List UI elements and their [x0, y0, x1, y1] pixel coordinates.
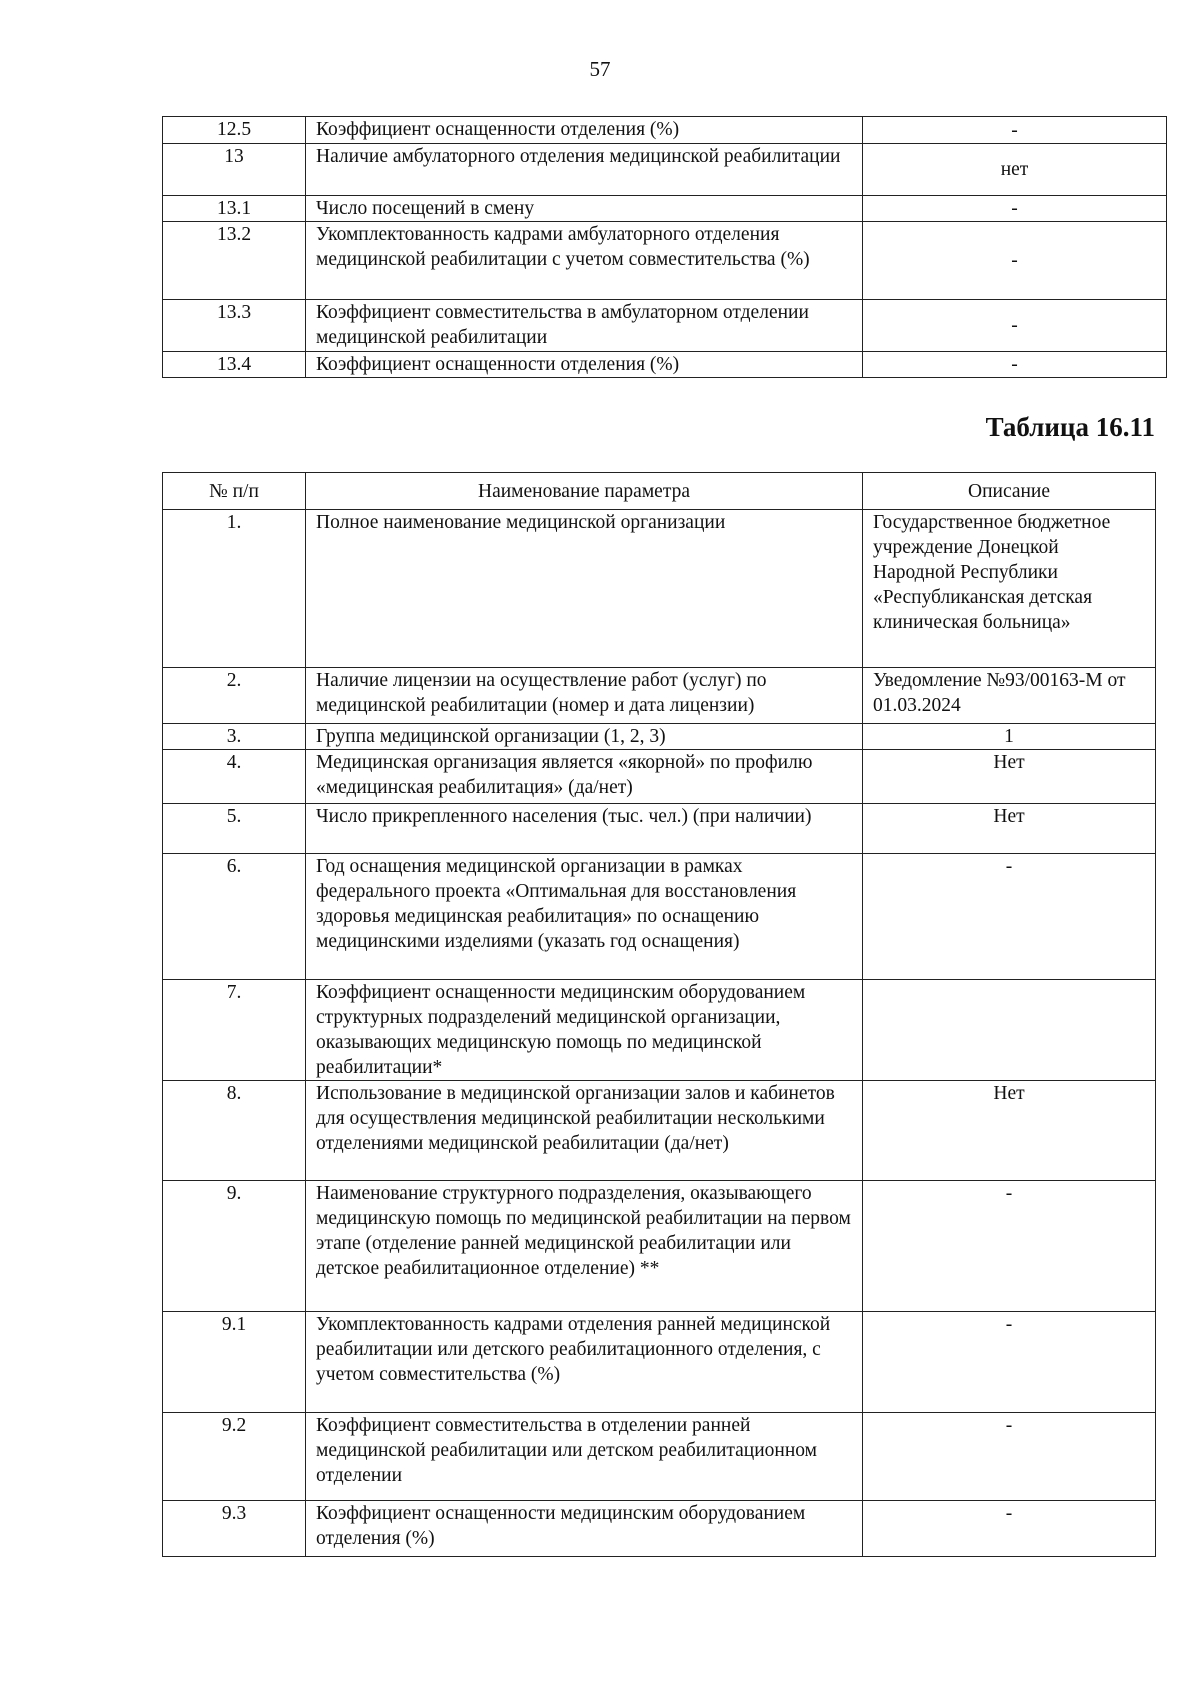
- table-row: [163, 1501, 1156, 1557]
- parameter-value: -: [863, 352, 1167, 378]
- table-row: [163, 750, 1156, 804]
- parameter-value: -: [863, 300, 1167, 352]
- parameter-value: -: [863, 222, 1167, 300]
- row-number: 13: [163, 144, 306, 196]
- table-caption: Таблица 16.11: [985, 412, 1155, 442]
- table-row: [163, 1312, 1156, 1413]
- row-number: 13.2: [163, 222, 306, 300]
- table-header-row: [163, 473, 1156, 510]
- row-number: 4.: [163, 750, 306, 804]
- parameter-name: Число посещений в смену: [306, 196, 863, 222]
- row-number: 7.: [163, 980, 306, 1081]
- header-description: Описание: [863, 473, 1156, 510]
- table-row: [163, 510, 1156, 668]
- header-parameter: Наименование параметра: [306, 473, 863, 510]
- page-number: 57: [589, 57, 611, 81]
- parameter-value: Нет: [863, 750, 1156, 804]
- parameter-value: -: [863, 854, 1156, 980]
- row-number: 12.5: [163, 117, 306, 144]
- table-row: [163, 144, 1167, 196]
- parameter-name: Коэффициент оснащенности медицинским оборудованием структурных подразделений медицинской организации, оказывающих медицинскую помощь по медицинской реабилитации*: [306, 980, 863, 1081]
- parameter-name: Коэффициент совместительства в амбулаторном отделении медицинской реабилитации: [306, 300, 863, 352]
- parameter-name: Наличие амбулаторного отделения медицинской реабилитации: [306, 144, 863, 196]
- parameter-value: нет: [863, 144, 1167, 196]
- row-number: 13.3: [163, 300, 306, 352]
- parameter-name: Коэффициент оснащенности медицинским оборудованием отделения (%): [306, 1501, 863, 1557]
- parameter-value: [863, 980, 1156, 1081]
- parameter-value: -: [863, 1312, 1156, 1413]
- parameter-name: Наличие лицензии на осуществление работ (услуг) по медицинской реабилитации (номер и дата лицензии): [306, 668, 863, 724]
- parameter-name: Коэффициент оснащенности отделения (%): [306, 352, 863, 378]
- parameter-name: Медицинская организация является «якорной» по профилю «медицинская реабилитация» (да/нет): [306, 750, 863, 804]
- row-number: 9.3: [163, 1501, 306, 1557]
- parameter-value: -: [863, 117, 1167, 144]
- parameter-value: -: [863, 196, 1167, 222]
- parameter-name: Наименование структурного подразделения, оказывающего медицинскую помощь по медицинской реабилитации на первом этапе (отделение ранней медицинской реабилитации или детское реабилитационное отделение) **: [306, 1181, 863, 1312]
- parameter-value: Нет: [863, 1081, 1156, 1181]
- parameter-name: Коэффициент оснащенности отделения (%): [306, 117, 863, 144]
- row-number: 9.: [163, 1181, 306, 1312]
- table-row: [163, 1413, 1156, 1501]
- table-row: [163, 854, 1156, 980]
- parameter-value: Уведомление №93/00163-М от 01.03.2024: [863, 668, 1156, 724]
- parameters-table: [162, 472, 1156, 1557]
- row-number: 1.: [163, 510, 306, 668]
- row-number: 6.: [163, 854, 306, 980]
- parameter-name: Число прикрепленного населения (тыс. чел.) (при наличии): [306, 804, 863, 854]
- parameter-name: Полное наименование медицинской организации: [306, 510, 863, 668]
- parameter-name: Укомплектованность кадрами амбулаторного отделения медицинской реабилитации с учетом совместительства (%): [306, 222, 863, 300]
- row-number: 3.: [163, 724, 306, 750]
- row-number: 2.: [163, 668, 306, 724]
- parameter-value: -: [863, 1501, 1156, 1557]
- parameter-value: 1: [863, 724, 1156, 750]
- parameter-value: Государственное бюджетное учреждение Донецкой Народной Республики «Республиканская детская клиническая больница»: [863, 510, 1156, 668]
- parameter-name: Укомплектованность кадрами отделения ранней медицинской реабилитации или детского реабилитационного отделения, с учетом совместительства (%): [306, 1312, 863, 1413]
- parameter-name: Коэффициент совместительства в отделении ранней медицинской реабилитации или детском реабилитационном отделении: [306, 1413, 863, 1501]
- table-row: [163, 668, 1156, 724]
- table-row: [163, 724, 1156, 750]
- row-number: 9.1: [163, 1312, 306, 1413]
- continued-table: [162, 116, 1167, 378]
- row-number: 9.2: [163, 1413, 306, 1501]
- table-row: [163, 1081, 1156, 1181]
- table-row: [163, 980, 1156, 1081]
- parameter-name: Группа медицинской организации (1, 2, 3): [306, 724, 863, 750]
- parameter-name: Использование в медицинской организации залов и кабинетов для осуществления медицинской реабилитации несколькими отделениями медицинской реабилитации (да/нет): [306, 1081, 863, 1181]
- row-number: 13.4: [163, 352, 306, 378]
- row-number: 13.1: [163, 196, 306, 222]
- parameter-value: -: [863, 1413, 1156, 1501]
- table-row: [163, 222, 1167, 300]
- parameter-value: -: [863, 1181, 1156, 1312]
- parameter-name: Год оснащения медицинской организации в рамках федерального проекта «Оптимальная для восстановления здоровья медицинская реабилитация» по оснащению медицинскими изделиями (указать год оснащения): [306, 854, 863, 980]
- table-row: [163, 117, 1167, 144]
- table-row: [163, 352, 1167, 378]
- row-number: 8.: [163, 1081, 306, 1181]
- table-row: [163, 1181, 1156, 1312]
- header-number: № п/п: [163, 473, 306, 510]
- table-row: [163, 300, 1167, 352]
- parameter-value: Нет: [863, 804, 1156, 854]
- table-row: [163, 196, 1167, 222]
- table-row: [163, 804, 1156, 854]
- row-number: 5.: [163, 804, 306, 854]
